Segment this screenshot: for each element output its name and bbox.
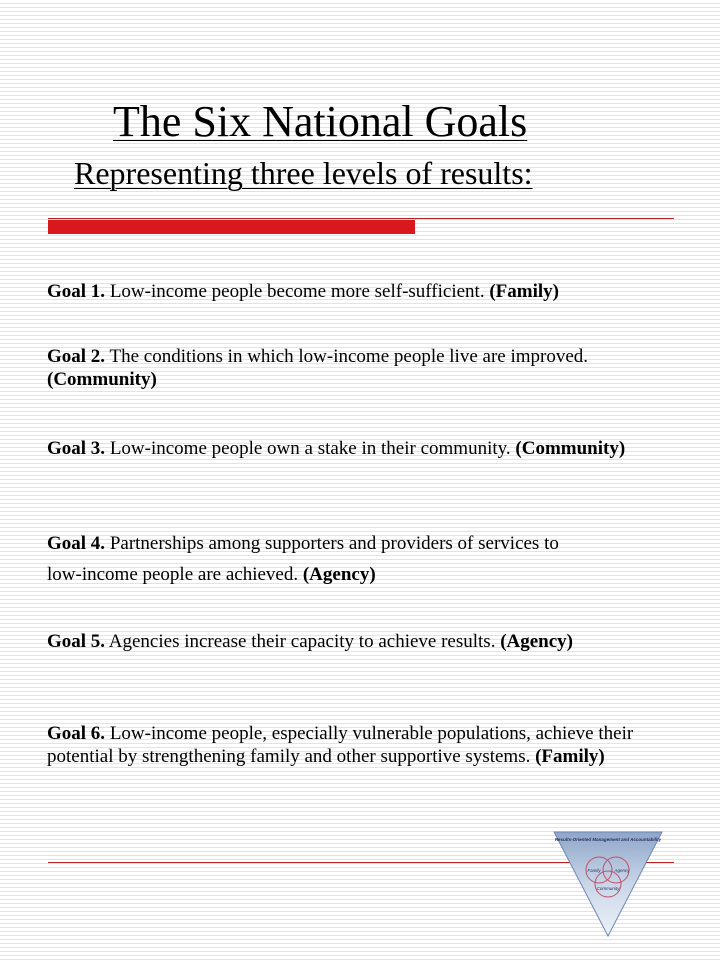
goal-level: (Community) (515, 438, 626, 459)
goal-level: (Agency) (500, 631, 574, 652)
top-accent-bar (48, 220, 415, 234)
goal-level: (Community) (47, 369, 157, 390)
goal-label: Goal 1. (47, 281, 106, 302)
goal-item-5 (47, 630, 687, 653)
goal-item-3 (47, 437, 687, 460)
goal-item-1 (47, 280, 687, 303)
goal-text: Low-income people, especially vulnerable populations, achieve their potential by strengthening family and other supportive systems. (47, 723, 634, 767)
goal-label: Goal 6. (47, 723, 106, 744)
goal-level: (Family) (535, 746, 605, 767)
goal-text: Low-income people become more self-sufficient. (105, 281, 490, 302)
top-divider-line (48, 218, 674, 219)
logo-title: Results-Oriented Management and Accountability (554, 837, 662, 842)
goal-label: Goal 2. (47, 346, 106, 367)
logo-label-family: Family (587, 868, 601, 873)
goal-text: Partnerships among supporters and providers of services to low-income people are achieved. (47, 533, 559, 585)
logo-label-community: Community (596, 886, 620, 891)
goal-level: (Family) (489, 281, 559, 302)
logo-triangle-shape (554, 832, 662, 936)
slide-subtitle: Representing three levels of results: (74, 155, 533, 191)
goal-text: The conditions in which low-income people live are improved. (105, 346, 589, 367)
goal-item-4 (47, 528, 567, 590)
goal-item-2 (47, 345, 687, 391)
goal-label: Goal 5. (47, 631, 106, 652)
slide-title: The Six National Goals (113, 97, 528, 146)
goal-text: Agencies increase their capacity to achieve results. (105, 631, 501, 652)
goal-label: Goal 3. (47, 438, 106, 459)
goal-level: (Agency) (302, 564, 376, 585)
logo-label-agency: Agency (614, 868, 630, 873)
goal-item-6 (47, 722, 687, 768)
roma-triangle-logo (552, 830, 664, 938)
goal-label: Goal 4. (47, 533, 106, 554)
goal-text: Low-income people own a stake in their community. (105, 438, 516, 459)
